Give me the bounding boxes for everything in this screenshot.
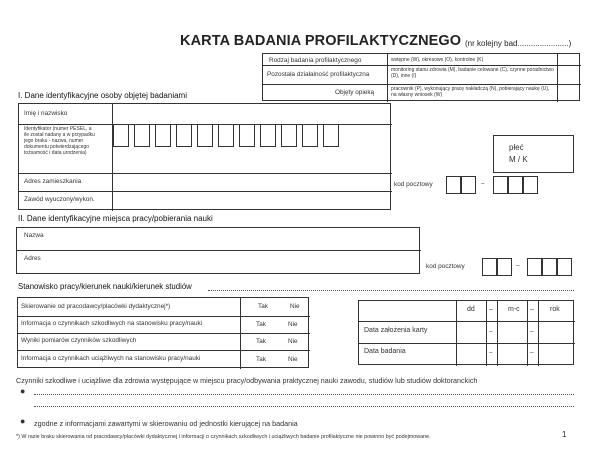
burdensome-info-label: Informacja o czynnikach uciążliwych na stanowisku pracy/nauki: [21, 355, 201, 362]
section-1-heading: I. Dane identyfikacyjne osoby objętej badaniami: [18, 91, 187, 100]
bullet-icon-1: ●: [20, 386, 26, 396]
section-2-heading: II. Dane identyfikacyjne miejsca pracy/pobierania nauki: [18, 214, 213, 223]
serial-number-label: (nr kolejny bad.......................): [465, 39, 572, 48]
bullet-icon-2: ●: [20, 416, 26, 426]
factors-line-2[interactable]: [34, 406, 574, 407]
factors-line-1[interactable]: [34, 394, 574, 395]
page-title: KARTA BADANIA PROFILAKTYCZNEGO: [180, 33, 462, 49]
exam-type-options: wstępne (W), okresowe (O), kontrolne (K): [391, 57, 484, 63]
sex-label: płeć: [509, 143, 524, 152]
exam-type-label: Rodzaj badania profilaktycznego: [269, 57, 362, 64]
care-options: pracownik (P), wykonujący pracę nakładczą (N), pobierający naukę (U), na własny wniosek (W): [391, 86, 550, 98]
burdensome-info-yes[interactable]: Tak: [256, 356, 266, 363]
footnote: *) W razie braku skierowania od pracodawcy/placówki dydaktycznej i informacji o czynnikach szkodliwych i uciążliwych badanie profilaktyczne nie powinno być podejmowane.: [16, 434, 431, 440]
workplace-table: [16, 227, 420, 274]
name-label: Imię i nazwisko: [24, 110, 68, 117]
position-line[interactable]: [208, 290, 574, 291]
harmful-info-yes[interactable]: Tak: [256, 321, 266, 328]
day-header: dd: [467, 306, 475, 313]
sex-value: M / K: [509, 155, 528, 164]
postal-code-label-1: kod pocztowy: [394, 181, 433, 188]
exam-type-table: [262, 53, 580, 101]
identifier-label: Identyfikator (numer PESEL, a ile został nadany a w przypadku jego braku - nazwa, numer dokumentu potwierdzającego tożsamość i data urodzenia): [24, 126, 95, 156]
referral-label: Skierowanie od pracodawcy/placówki dydaktycznej*): [21, 303, 171, 310]
referral-yes[interactable]: Tak: [258, 303, 268, 310]
other-activity-options: monitoring stanu zdrowia (M), badanie celowane (C), czynne poradnictwo (D), inne (I): [391, 67, 554, 79]
postal-code-label-2: kod pocztowy: [426, 263, 465, 270]
harmful-factors-label: Czynniki szkodliwe i uciążliwe dla zdrowia występujące w miejscu pracy/odbywania praktycznej nauki zawodu, studiów lub studiów doktoranckich: [16, 376, 478, 385]
dash-header-1: –: [489, 306, 493, 313]
month-header: m-c: [508, 306, 520, 313]
measurements-yes[interactable]: Tak: [256, 338, 266, 345]
measurements-no[interactable]: Nie: [288, 338, 298, 345]
card-created-label: Data założenia karty: [364, 327, 428, 334]
occupation-label: Zawód wyuczony/wykon.: [24, 196, 95, 203]
workplace-name-label: Nazwa: [24, 232, 44, 239]
person-table: [18, 103, 391, 210]
measurements-label: Wyniki pomiarów czynników szkodliwych: [21, 337, 137, 344]
dash-header-2: –: [530, 306, 534, 313]
burdensome-info-no[interactable]: Nie: [288, 356, 298, 363]
care-label: Objęty opieką: [335, 89, 375, 96]
page-number: 1: [562, 430, 567, 439]
sex-box[interactable]: [493, 135, 574, 173]
referral-no[interactable]: Nie: [290, 303, 300, 310]
year-header: rok: [550, 306, 560, 313]
harmful-info-no[interactable]: Nie: [288, 321, 298, 328]
consistent-label: zgodne z informacjami zawartymi w skierowaniu od jednostki kierującej na badania: [34, 419, 298, 428]
workplace-address-label: Adres: [24, 255, 41, 262]
position-label: Stanowisko pracy/kierunek nauki/kierunek studiów: [18, 282, 192, 291]
other-activity-label: Pozostała działalność profilaktyczna: [267, 71, 370, 78]
address-label: Adres zamieszkania: [24, 178, 82, 185]
harmful-info-label: Informacja o czynnikach szkodliwych na stanowisku pracy/nauki: [21, 320, 203, 327]
exam-date-label: Data badania: [364, 348, 406, 355]
